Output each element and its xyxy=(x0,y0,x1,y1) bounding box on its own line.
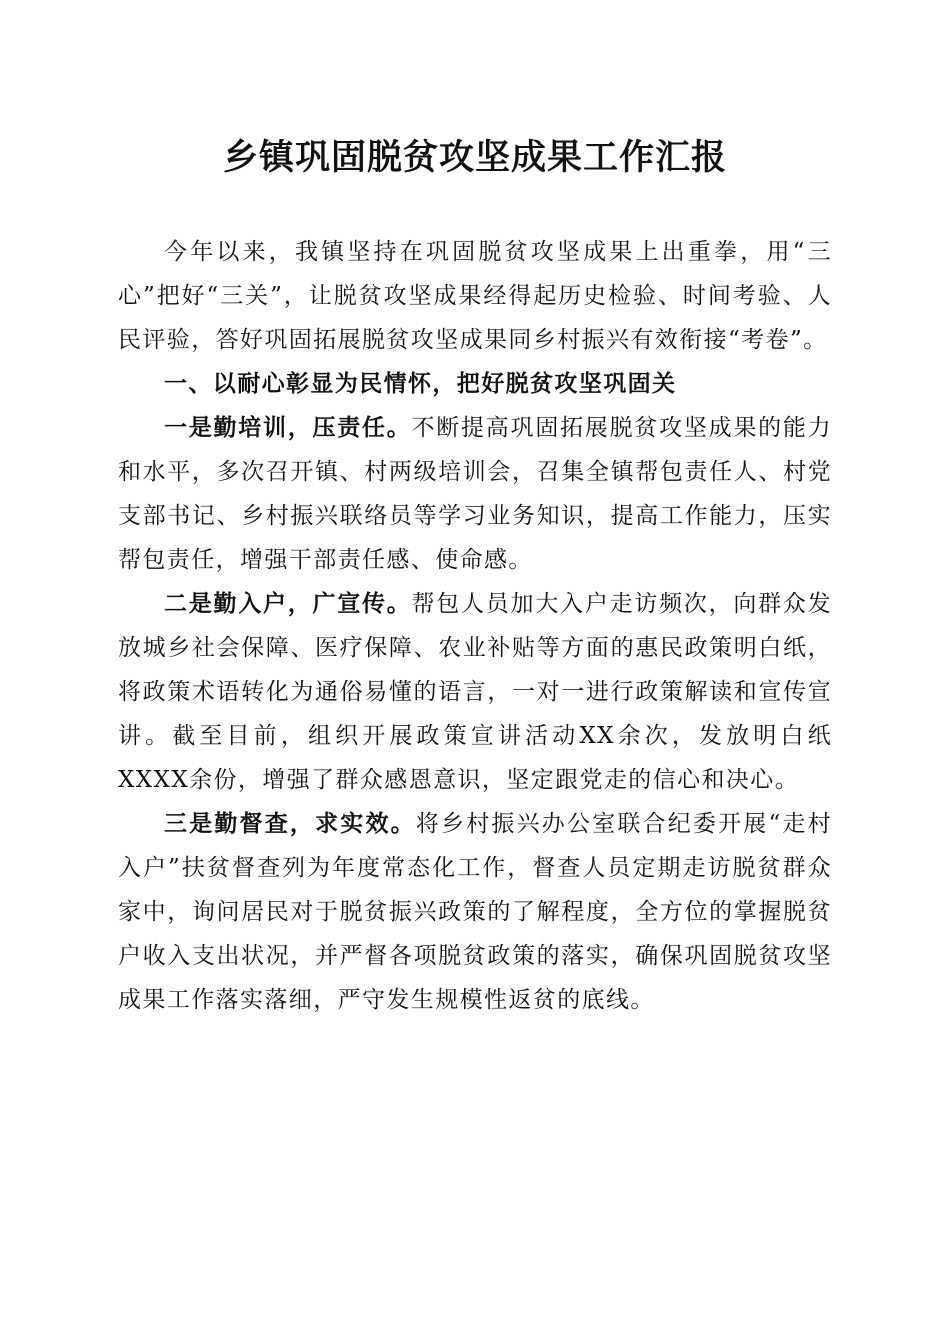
item-lead: 三是勤督查，求实效。 xyxy=(164,810,416,837)
item-text: 将乡村振兴办公室联合纪委开展“走村入户”扶贫督查列为年度常态化工作，督查人员定期走访脱贫群众家中，询问居民对于脱贫振兴政策的了解程度，全方位的掌握脱贫户收入支出状况，并严督各项脱贫政策的落实，确保巩固脱贫攻坚成果工作落实落细，严守发生规模性返贫的底线。 xyxy=(118,811,833,1013)
item-lead: 二是勤入户，广宣传。 xyxy=(164,590,412,617)
document-title: 乡镇巩固脱贫攻坚成果工作汇报 xyxy=(222,137,727,178)
item-text: 不断提高巩固拓展脱贫攻坚成果的能力和水平，多次召开镇、村两级培训会，召集全镇帮包责任人、村党支部书记、乡村振兴联络员等学习业务知识，提高工作能力，压实帮包责任，增强干部责任感、使命感。 xyxy=(118,415,833,573)
intro-paragraph: 今年以来，我镇坚持在巩固脱贫攻坚成果上出重拳，用“三心”把好“三关”，让脱贫攻坚成果经得起历史检验、时间考验、人民评验，答好巩固拓展脱贫攻坚成果同乡村振兴有效衔接“考卷”。 xyxy=(118,239,832,353)
document-body xyxy=(118,230,832,1022)
paragraph-item-1 xyxy=(118,406,832,582)
paragraph-item-3 xyxy=(118,802,832,1022)
section-heading: 一、以耐心彰显为民情怀，把好脱贫攻坚巩固关 xyxy=(164,371,677,397)
paragraph-item-2 xyxy=(118,582,832,802)
item-lead: 一是勤培训，压责任。 xyxy=(164,414,412,441)
item-text: 帮包人员加大入户走访频次，向群众发放城乡社会保障、医疗保障、农业补贴等方面的惠民政策明白纸，将政策术语转化为通俗易懂的语言，一对一进行政策解读和宣传宣讲。截至目前，组织开展政策宣讲活动XX余次，发放明白纸XXXX余份，增强了群众感恩意识，坚定跟党走的信心和决心。 xyxy=(118,591,833,793)
